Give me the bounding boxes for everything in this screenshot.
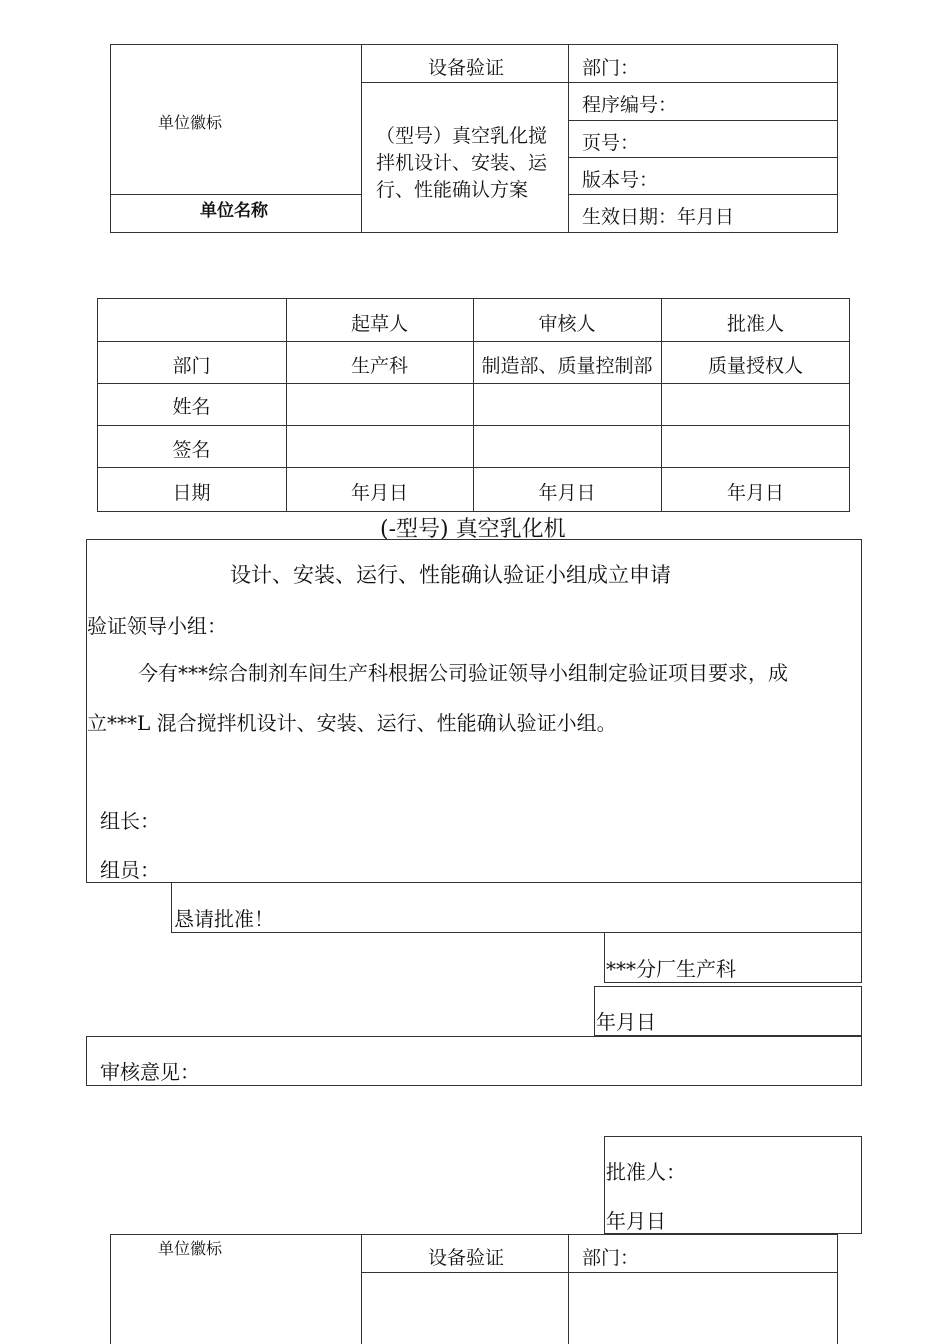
- doc-title-line: 行、性能确认方案: [376, 179, 529, 201]
- body-text-line: 今有***综合制剂车间生产科根据公司验证领导小组制定验证项目要求，成: [138, 661, 788, 685]
- unit-name: 单位名称: [200, 201, 268, 221]
- column-header-approver: 批准人: [726, 313, 784, 335]
- row-label-signature: 签名: [172, 439, 211, 461]
- header-divider: [361, 1234, 362, 1344]
- field-version: 版本号：: [582, 169, 659, 191]
- header-divider: [361, 1272, 568, 1273]
- field-department: 部门：: [582, 1247, 640, 1269]
- table-divider: [97, 425, 850, 426]
- category-label: 设备验证: [428, 57, 505, 79]
- header-divider: [361, 82, 568, 83]
- column-header-drafter: 起草人: [350, 313, 408, 335]
- table-cell: 年月日: [726, 482, 784, 504]
- review-box: [86, 1036, 862, 1086]
- table-cell: 生产科: [350, 355, 408, 377]
- department-signoff: ***分厂生产科: [606, 957, 736, 981]
- header-divider: [568, 120, 838, 121]
- header-divider: [568, 44, 569, 233]
- doc-title-line: 拌机设计、安装、运: [376, 152, 548, 174]
- category-label: 设备验证: [428, 1247, 505, 1269]
- column-header-reviewer: 审核人: [538, 313, 596, 335]
- doc-title-line: （型号）真空乳化搅: [376, 125, 548, 147]
- signoff-date: 年月日: [596, 1010, 656, 1034]
- header-divider: [568, 157, 838, 158]
- box-divider: [86, 736, 87, 784]
- table-cell: 年月日: [538, 482, 596, 504]
- header-divider: [568, 194, 838, 195]
- table-cell: 质量授权人: [707, 355, 803, 377]
- header-divider: [110, 194, 361, 195]
- request-box: [171, 883, 862, 933]
- team-members: 组员：: [100, 858, 160, 882]
- team-leader: 组长：: [100, 809, 160, 833]
- approver-label: 批准人：: [606, 1160, 686, 1184]
- review-opinion: 审核意见：: [100, 1060, 200, 1084]
- body-text-line: 立***L 混合搅拌机设计、安装、运行、性能确认验证小组。: [87, 711, 617, 735]
- field-page-no: 页号：: [582, 132, 640, 154]
- addressee: 验证领导小组：: [87, 614, 227, 638]
- logo-placeholder: 单位徽标: [158, 113, 223, 132]
- table-cell: 年月日: [350, 482, 408, 504]
- field-effective-date: 生效日期：年月日: [582, 206, 735, 228]
- logo-placeholder: 单位徽标: [158, 1239, 223, 1258]
- header-divider: [568, 82, 838, 83]
- section-heading-text: (-型号) 真空乳化机: [380, 517, 566, 542]
- field-procedure-no: 程序编号：: [582, 94, 678, 116]
- header-divider: [568, 1234, 569, 1344]
- table-cell: 制造部、质量控制部: [481, 355, 653, 377]
- request-text: 恳请批准！: [174, 907, 274, 931]
- row-label-department: 部门: [172, 355, 211, 377]
- field-department: 部门：: [582, 57, 640, 79]
- approver-date: 年月日: [606, 1209, 666, 1233]
- table-divider: [97, 383, 850, 384]
- row-label-date: 日期: [172, 482, 211, 504]
- header-divider: [361, 44, 362, 233]
- table-divider: [97, 341, 850, 342]
- table-divider: [97, 467, 850, 468]
- row-label-name: 姓名: [172, 396, 211, 418]
- header-divider: [568, 1272, 838, 1273]
- application-title: 设计、安装、运行、性能确认验证小组成立申请: [230, 563, 671, 587]
